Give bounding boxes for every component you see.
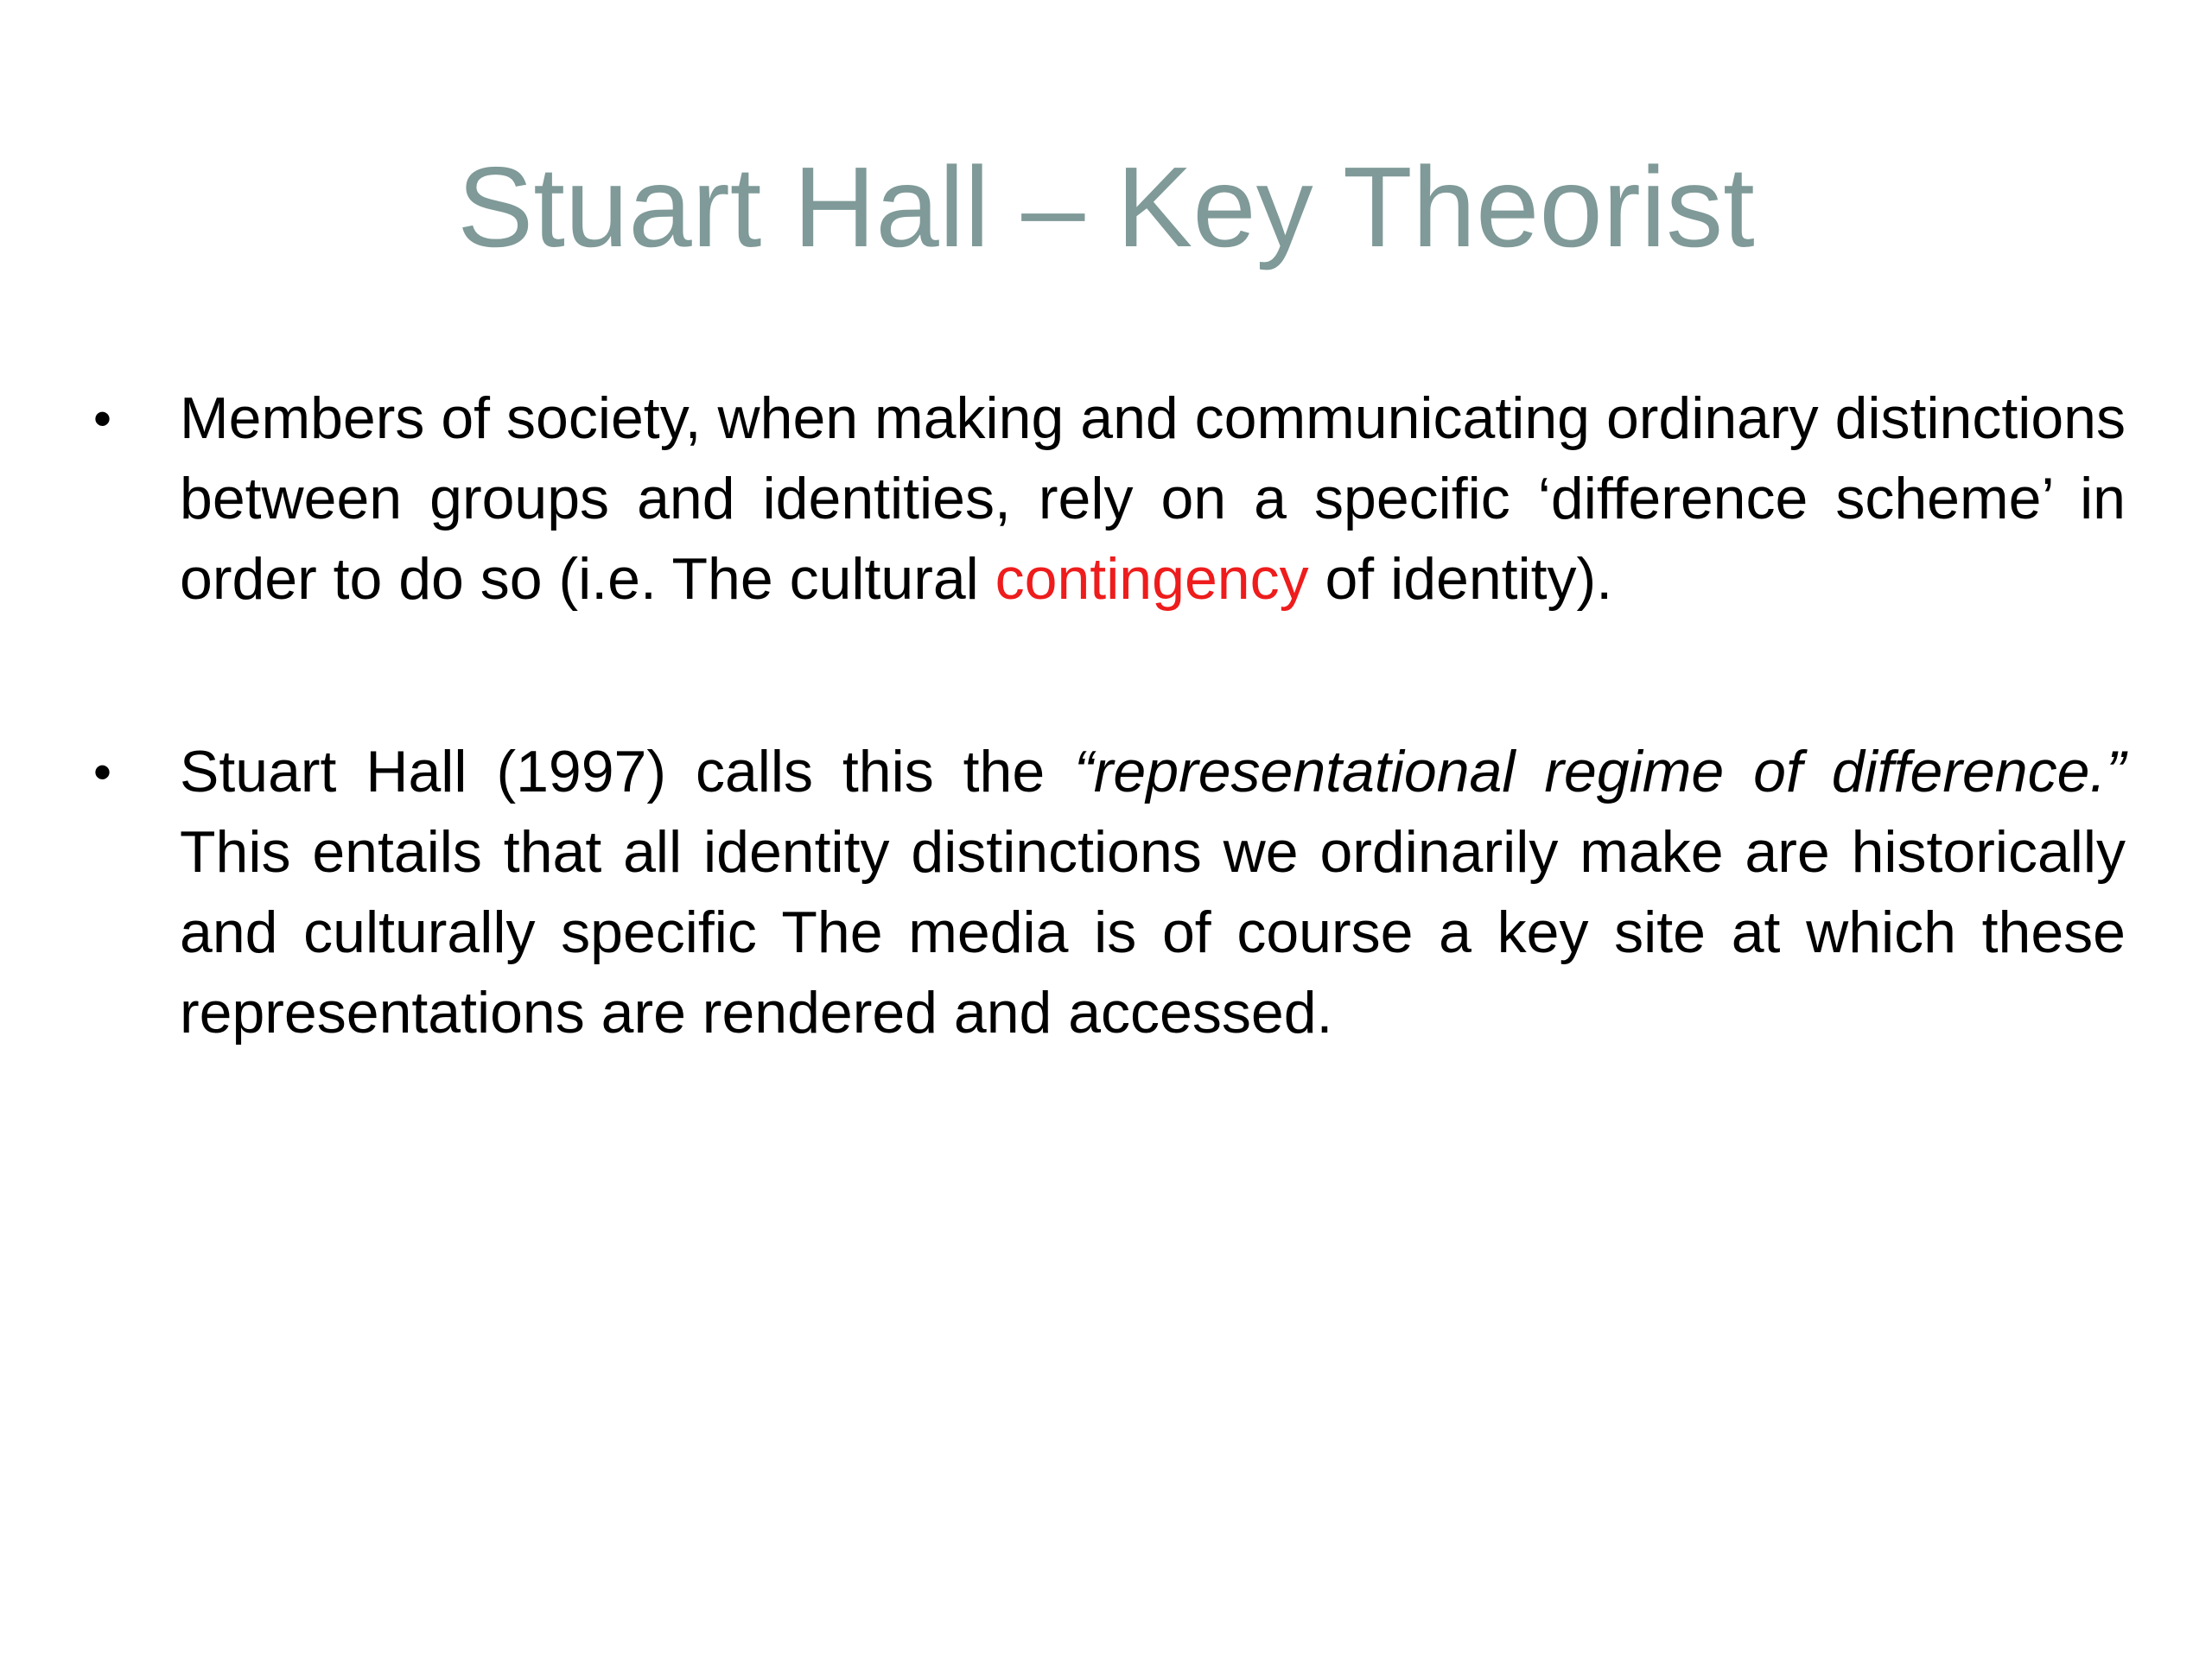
- slide-title: Stuart Hall – Key Theorist: [457, 143, 1755, 270]
- bullet-list: [86, 378, 2126, 1053]
- bullet-dot-icon: •: [93, 743, 112, 801]
- bullet-2-text-start: Stuart Hall (1997) calls this the: [180, 739, 1075, 804]
- bullet-item-1: [86, 378, 2126, 620]
- bullet-1-text-end: of identity).: [1308, 546, 1613, 612]
- bullet-2-italic-quote: “representational regime of difference.”: [1074, 739, 2126, 804]
- bullet-item-2: [86, 732, 2126, 1053]
- bullet-dot-icon: •: [93, 390, 112, 448]
- bullet-1-text-start: Members of society, when making and communicating ordinary distinctions between groups and identities, rely on a specific ‘difference scheme’ in order to do so (i.e. The cultural: [180, 385, 2126, 612]
- bullet-1-highlight-word: contingency: [995, 546, 1309, 612]
- bullet-2-text-end: This entails that all identity distinctions we ordinarily make are historically and culturally specific The media is of course a key site at which these representations are rendered and accessed.: [180, 819, 2126, 1046]
